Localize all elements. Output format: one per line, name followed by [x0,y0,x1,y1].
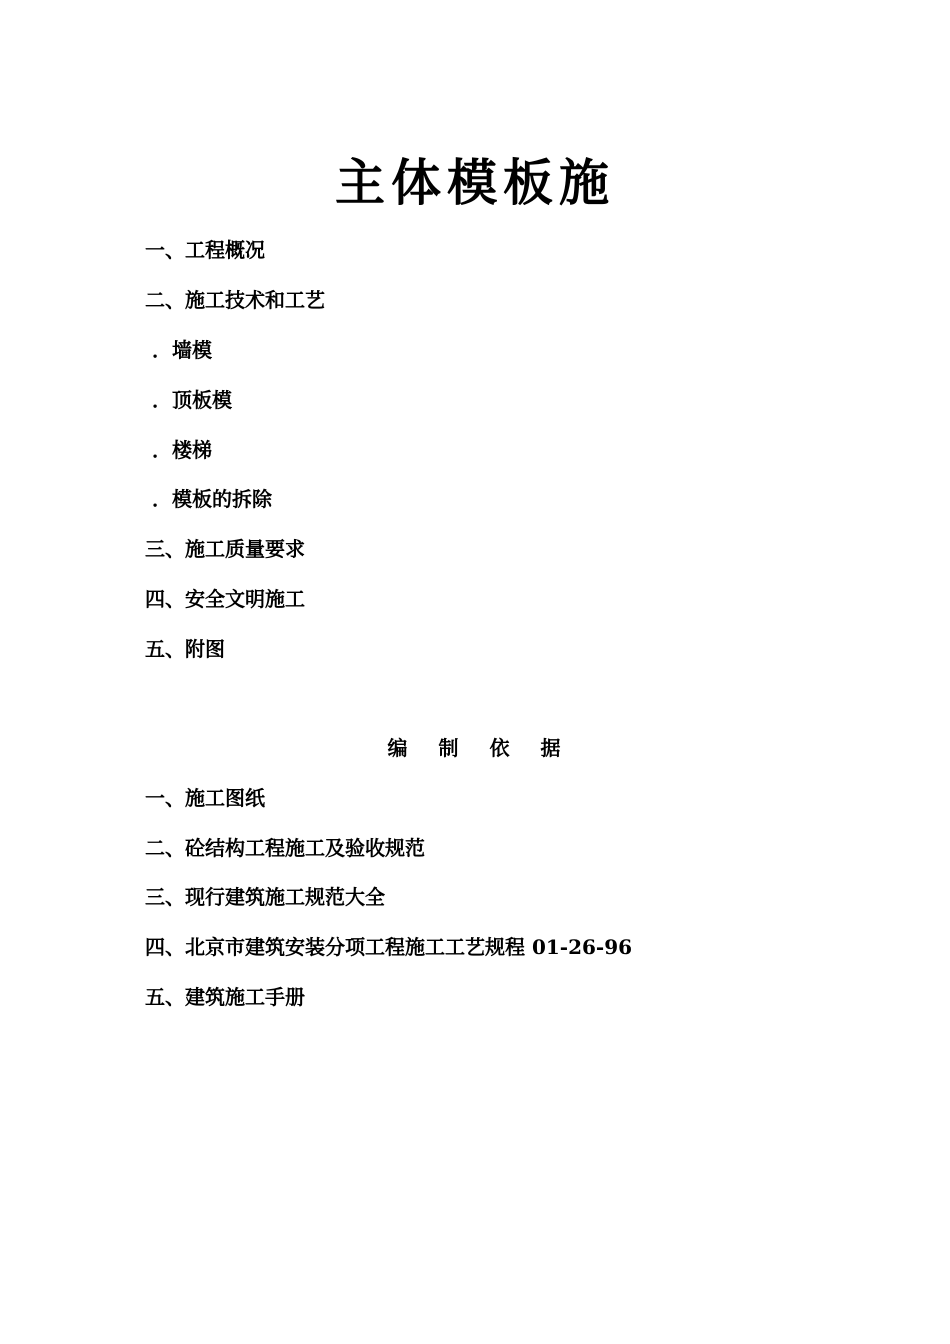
outline-item: 五、附图 [145,637,225,661]
basis-item: 四、北京市建筑安装分项工程施工工艺规程 01-26-96 [145,935,633,959]
basis-heading-char: 据 [540,736,563,760]
basis-item: 一、施工图纸 [145,786,265,810]
document-title: 主体模板施 [335,154,615,212]
basis-heading-char: 依 [489,736,512,760]
basis-heading [0,735,950,761]
basis-heading-char: 编 [387,736,410,760]
outline-sub-item: ．顶板模 [152,388,232,412]
outline-item: 三、施工质量要求 [145,537,305,561]
outline-item: 二、施工技术和工艺 [145,288,325,312]
outline-sub-item: ．墙模 [152,338,212,362]
basis-item: 三、现行建筑施工规范大全 [145,885,385,909]
outline-sub-item: ．楼梯 [152,438,212,462]
outline-sub-item: ．模板的拆除 [152,487,272,511]
outline-item: 一、工程概况 [145,238,265,262]
outline-item: 四、安全文明施工 [145,587,305,611]
basis-heading-char: 制 [438,736,461,760]
basis-item: 五、建筑施工手册 [145,985,305,1009]
basis-item: 二、砼结构工程施工及验收规范 [145,836,425,860]
